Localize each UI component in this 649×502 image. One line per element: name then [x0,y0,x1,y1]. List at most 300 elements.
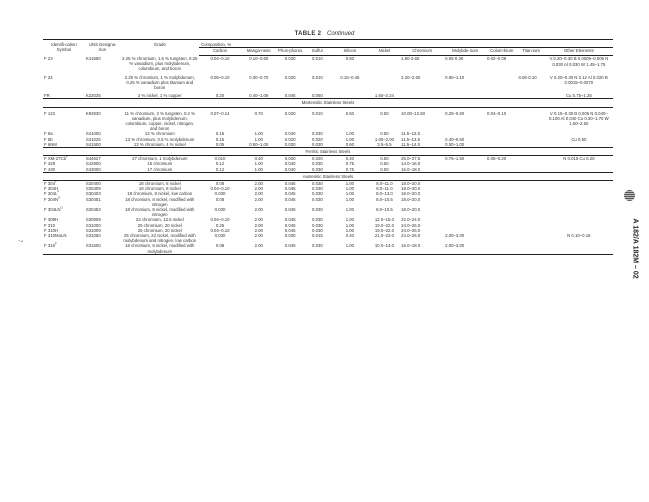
cell-cr [400,90,444,99]
header-molybdenum: Molybde-num [444,48,486,56]
cell-id [43,90,85,99]
cell-mn-text: 1.00 [254,161,263,167]
cell-mo [444,107,486,131]
cell-cr-text: 18.0–20.0 [401,186,421,192]
cell-cr-text: 18.0–20.0 [401,191,421,197]
cell-id-text: F 6b [44,136,53,142]
cell-s-text: 0.030 [312,191,323,197]
footnote-mark: F [65,154,68,159]
cell-s-text: 0.030 [312,227,323,233]
cell-ti [517,72,544,91]
cell-s-text: 0.030 [312,243,323,249]
cell-mn [241,90,277,99]
cell-si-text: 0.40 [345,233,355,238]
cell-cr-text: 11.5–13.5 [401,131,420,137]
cell-cr-text: 24.0–26.0 [401,227,421,233]
cell-si-text: 0.40 [345,156,355,162]
table-row [43,197,613,207]
cell-s [304,197,331,207]
cell-mn-text: 2.00 [254,222,263,228]
cell-s-text: 0.030 [312,141,323,147]
cell-p [277,197,304,207]
cell-other [545,233,613,243]
cell-p [277,72,304,91]
cell-s [304,72,331,91]
cell-grade [121,72,200,91]
header-other: Other Elements [545,48,613,56]
cell-s-text: 0.015 [312,233,323,238]
cell-grade-text: 18 chromium, 8 nickel, modified with nitrogen [125,206,195,218]
cell-other [545,72,613,91]
cell-other-text: N 0.015 Cu 0.20 [563,156,595,162]
cell-uns-text: S31009 [85,227,101,233]
cell-mn-text: 2.00 [254,191,263,197]
cell-c-text: 0.08 [215,196,225,202]
cell-p-text: 0.030 [284,233,296,238]
cell-cr-text: 11.5–14.0 [401,141,420,147]
cell-si [331,107,369,131]
cell-id [43,243,85,254]
header-titanium: Titan-ium [517,48,544,56]
cell-id [43,207,85,217]
cell-si [331,197,369,207]
cell-other-text: Cu 0.50 [571,136,587,142]
cell-cb [486,233,517,243]
cell-si-text: 1.00 [345,196,355,202]
cell-ti [517,56,544,72]
cell-si-text: 1.00 [345,227,355,233]
footnote-mark: G [58,195,61,200]
cell-c-text: 0.25 [215,222,225,228]
cell-grade-text: 25 chromium, 20 nickel [137,222,182,228]
footnote-mark: F [55,241,57,246]
cell-uns [85,72,121,91]
header-silicon: Silicon [331,48,369,56]
cell-mo-text: 0.50–1.00 [445,141,465,147]
cell-uns [85,56,121,72]
cell-uns-text: K41650 [85,55,101,61]
cell-grade-text: 18 chromium, 8 nickel, modified with molybdenum [125,243,195,254]
cell-cr-text: 16.0–18.0 [401,166,421,172]
cell-ti-text: 0.06-0.10 [518,74,537,80]
cell-ti [517,197,544,207]
cell-uns-text: S41500 [85,141,101,147]
cell-p-text: 0.045 [284,93,296,99]
cell-s [304,243,331,254]
cell-id [43,72,85,91]
cell-p-text: 0.020 [284,156,296,162]
cell-c [199,56,241,72]
cell-s-text: 0.030 [312,222,323,228]
cell-p [277,207,304,217]
cell-uns-text: S30909 [85,217,101,223]
cell-grade-text: 15 chromium [147,161,173,167]
cell-s [304,207,331,217]
cell-ti [517,243,544,254]
table-title [0,31,649,37]
cell-id-text: F 23 [44,55,53,61]
cell-s-text: 0.050 [312,93,323,99]
cell-s [304,56,331,72]
cell-uns-text: S44627 [85,156,101,162]
cell-ni-text: 8.0–11.0 [376,180,393,186]
cell-mn-text: 2.00 [254,227,263,233]
cell-ni-text: 3.5–5.5 [377,141,392,147]
cell-ni-text: 8.0–10.5 [376,206,393,212]
cell-grade [121,107,200,131]
cell-ni-text: 0.50 [380,161,389,167]
cell-ni-text: 0.50 [380,110,389,116]
cell-cr-text: 11.5–13.5 [401,136,420,142]
cell-ni-text: 12.0–15.0 [374,217,394,223]
cell-cr [400,72,444,91]
cell-ni-text: 10.0–14.0 [374,243,394,249]
cell-s [304,233,331,243]
cell-uns-text: S30400 [85,180,101,186]
cell-grade-text: 2.25 % chromium, 1.6 % tungsten, 0.25 % vanadium, plus molybdenum, columbium, and boron [122,55,198,72]
cell-other-text: V 0.20–0.30 N 0.12 Al 0.020 B 0.0015–0.0070 [549,74,608,85]
cell-si [331,72,369,91]
cell-mo-text: 0.40–0.60 [445,136,465,142]
cell-c-text: 0.08 [215,243,225,249]
cell-grade [121,243,200,254]
cell-cr-text: 24.0–26.0 [401,233,421,238]
cell-si [331,243,369,254]
cell-c-text: 0.20 [215,93,225,99]
table-number: TABLE 2 [294,31,322,37]
cell-mn-text: 0.70 [254,110,263,116]
cell-grade [121,90,200,99]
cell-si-text: 0.50 [345,56,355,62]
footnote-mark: F [55,179,57,184]
cell-cr-text: 16.0–18.0 [401,243,421,249]
cell-grade [121,197,200,207]
cell-si-text: 0.15–0.45 [340,74,360,80]
cell-uns-text: S31600 [85,243,101,249]
cell-grade-text: 25 chromium, 22 nickel, modified with molybdenum and nitrogen, low carbon [123,233,197,244]
cell-mo [444,197,486,207]
cell-mn-text: 2.00 [254,196,263,202]
cell-p-text: 0.040 [284,161,296,167]
cell-grade-text: 11 % chromium, 2 % tungsten, 0.2 % vanadium, plus molybdenum, columbium, copper, nickel, nitrogen, and boron [124,110,195,132]
composition-table [43,39,613,255]
header-composition: Composition, % [199,40,613,48]
section-title: Ferritic Stainless Steels [43,147,613,155]
cell-si-text: 1.00 [345,206,355,212]
cell-cr-text: 14.0–16.0 [401,161,421,167]
cell-c [199,90,241,99]
cell-cb [486,243,517,254]
cell-other [545,243,613,254]
cell-cr [400,197,444,207]
table-continued: Continued [326,31,355,37]
cell-uns-text: K92930 [85,110,101,116]
cell-cr-text: 18.0–20.0 [401,180,421,186]
cell-ni-text: 19.0–22.0 [374,222,394,228]
cell-cr-text: 22.0–24.0 [401,217,421,223]
cell-c-text: 0.08 [215,180,225,186]
table-row [43,233,613,243]
cell-id-text: F 304L [44,191,58,197]
cell-mn [241,197,277,207]
header-carbon: Carbon [199,48,241,56]
cell-cb-text: 0.02–0.08 [487,56,507,62]
cell-c [199,233,241,243]
cell-ti [517,107,544,131]
cell-s-text: 0.030 [312,166,323,172]
cell-ti [517,233,544,243]
cell-c-text: 0.030 [214,191,226,197]
cell-c [199,197,241,207]
cell-s-text: 0.030 [312,206,323,212]
cell-c [199,72,241,91]
cell-cr-text: 18.0–20.0 [401,206,421,212]
cell-cr-text: 18.0–20.0 [401,196,421,202]
cell-si-text: 0.60 [345,141,355,147]
cell-uns-text: S30403 [85,191,101,197]
cell-cr [400,233,444,243]
section-row [43,147,613,155]
cell-uns [85,90,121,99]
cell-s-text: 0.010 [312,110,323,116]
cell-mo-text: 2.00–3.00 [445,243,465,249]
cell-si-text: 0.75 [345,166,355,172]
cell-p-text: 0.045 [284,243,296,249]
cell-grade-text: 18 chromium, 8 nickel, low carbon [127,191,193,197]
cell-mo-text: 0.05-0.30 [445,56,464,62]
table-row [43,207,613,217]
header-grade: Grade [121,40,200,56]
cell-id-text: F 304 [44,180,55,186]
cell-uns [85,207,121,217]
cell-s-text: 0.020 [312,156,323,162]
cell-uns-text: S30453 [85,206,101,212]
cell-mn [241,243,277,254]
cell-ni [369,90,400,99]
cell-mn-text: 2.00 [254,206,263,212]
cell-mn-text: 0.50–1.00 [249,141,269,147]
cell-ni [369,197,400,207]
header-nickel: Nickel [369,48,400,56]
cell-ni [369,56,400,72]
cell-ni-text: 1.00–2.00 [374,136,394,142]
header-columbium: Colum-bium [486,48,517,56]
cell-c [199,243,241,254]
table-row [43,107,613,131]
cell-p-text: 0.020 [284,136,296,142]
cell-uns-text: S30409 [85,186,101,192]
cell-mn [241,233,277,243]
cell-other-text: N 0.10–0.16 [567,233,591,238]
cell-grade-text: 17 chromium [147,166,173,172]
table-row [43,56,613,72]
section-title: Martensitic Stainless Steels [43,99,613,107]
header-identification: Identifi-cation Symbol [43,40,85,56]
cell-mn-text: 0.30–0.70 [249,74,269,80]
cell-cr [400,207,444,217]
cell-s-text: 0.030 [312,196,323,202]
cell-si-text: 0.50 [345,110,355,116]
cell-p-text: 0.045 [284,196,296,202]
cell-c-text: 0.030 [214,233,226,238]
cell-p-text: 0.040 [284,131,296,137]
cell-grade [121,207,200,217]
cell-id [43,197,85,207]
cell-p-text: 0.030 [284,141,296,147]
cell-ni [369,243,400,254]
table-row [43,243,613,254]
cell-c-text: 0.05–0.10 [210,74,230,80]
cell-si-text: 1.00 [345,243,355,249]
cell-id-text: F 24 [44,74,53,80]
header-sulfur: Sulfur [304,48,331,56]
cell-p [277,243,304,254]
cell-si-text: 1.00 [345,217,355,223]
cell-c-text: 0.030 [214,206,226,212]
cell-mn-text: 0.40 [254,156,263,162]
cell-c-text: 0.04–0.10 [210,217,230,223]
cell-uns-text: S31000 [85,222,101,228]
header-manganese: Manga-nese [241,48,277,56]
cell-uns-text: S42900 [85,161,101,167]
section-row [43,99,613,107]
cell-id-text: F 429 [44,161,55,167]
cell-ni-text: 0.50 [380,156,389,162]
cell-c-text: 0.07–0.14 [210,110,230,116]
cell-mn [241,207,277,217]
cell-ni [369,207,400,217]
cell-id-text: F 309H [44,217,59,223]
cell-grade-text: 18 chromium, 8 nickel [138,180,181,186]
cell-mo-text: 2.00–3.00 [445,233,465,238]
cell-cr-text: 1.90-2.60 [401,56,420,62]
cell-other [545,90,613,99]
cell-mn [241,56,277,72]
cell-si-text: 1.00 [345,180,355,186]
cell-c-text: 0.05 [215,141,225,147]
cell-uns-text: S41000 [85,131,101,137]
cell-mn-text: 2.00 [254,186,263,192]
cell-mn-text: 1.00 [254,131,263,137]
cell-id-text: F 310 [44,222,55,228]
cell-si-text: 1.00 [345,222,355,228]
cell-c-text: 0.12 [215,166,225,172]
cell-p-text: 0.045 [284,206,296,212]
cell-grade [121,56,200,72]
cell-id-text: F 310MoLN [44,233,67,238]
cell-cr-text: 10.00–12.50 [401,110,426,116]
cell-mn [241,72,277,91]
cell-ni-text: 0.50 [380,131,389,137]
section-row [43,172,613,180]
cell-s-text: 0.010 [312,56,323,62]
cell-uns [85,197,121,207]
cell-s-text: 0.030 [312,186,323,192]
cell-id-text: F 6NM [44,141,57,147]
cell-ti [517,90,544,99]
cell-cb [486,90,517,99]
cell-s-text: 0.020 [312,136,323,142]
cell-mo [444,56,486,72]
cell-mo-text: 0.90–1.10 [445,74,465,80]
cell-ti [517,207,544,217]
cell-ni-text: 0.50 [380,166,389,172]
cell-mo-text: 0.25–0.60 [445,110,465,116]
cell-id-text: F 316 [44,243,55,249]
cell-ni-text: 8.0–13.0 [376,191,393,197]
cell-cb [486,207,517,217]
cell-s-text: 0.030 [312,180,323,186]
cell-cr [400,243,444,254]
cell-id-text: F 304LN [44,206,61,212]
cell-c-text: 0.15 [215,136,225,142]
cell-si-text: 1.00 [345,136,355,142]
cell-cb [486,197,517,207]
cell-cb [486,72,517,91]
cell-mn-text: 0.10–0.60 [249,56,269,62]
cell-s [304,90,331,99]
cell-grade-text: 13 % chromium [144,131,175,137]
cell-mo [444,90,486,99]
cell-c-text: 0.010 [214,156,226,162]
cell-uns-text: S30451 [85,196,101,202]
cell-cb-text: 0.05–0.20 [487,156,507,162]
cell-id [43,56,85,72]
cell-other [545,207,613,217]
cell-cr-text: 24.0–26.0 [401,222,421,228]
cell-id-text: F 304H [44,186,59,192]
cell-si-text: 1.00 [345,191,355,197]
cell-mo-text: 0.75–1.50 [445,156,465,162]
cell-p-text: 0.045 [284,191,296,197]
cell-si [331,90,369,99]
cell-p-text: 0.040 [284,166,296,172]
cell-cr-text: 2.20–2.60 [401,74,421,80]
cell-si [331,56,369,72]
cell-si-text: 0.75 [345,161,355,167]
cell-p [277,233,304,243]
cell-s-text: 0.030 [312,131,323,137]
cell-p [277,90,304,99]
cell-grade-text: 25 chromium, 20 nickel [137,227,182,233]
cell-uns-text: S43000 [85,166,101,172]
cell-uns [85,243,121,254]
cell-cr [400,56,444,72]
cell-cb [486,56,517,72]
header-uns: UNS Designa-tion [85,40,121,56]
cell-p-text: 0.020 [284,110,296,116]
cell-cr [400,107,444,131]
cell-id-text: F XM-27Cb [44,156,66,162]
cell-other [545,56,613,72]
cell-grade-text: 2.25 % chromium, 1 % molybdenum, 0.25 % vanadium plus titanium and boron [124,74,195,90]
header-phosphorus: Phos-phorus [277,48,304,56]
cell-p-text: 0.020 [284,74,296,80]
cell-si-text: 1.00 [345,131,355,137]
cell-ni [369,72,400,91]
cell-c [199,107,241,131]
cell-uns [85,233,121,243]
cell-mn-text: 1.00 [254,166,263,172]
cell-ni [369,107,400,131]
cell-id-text: FR [44,93,50,99]
cell-s-text: 0.010 [312,74,323,80]
cell-grade [121,233,200,243]
cell-other [545,107,613,131]
cell-c-text: 0.04–0.10 [210,227,230,233]
page-number: 7 [16,239,23,243]
cell-p-text: 0.045 [284,217,296,223]
